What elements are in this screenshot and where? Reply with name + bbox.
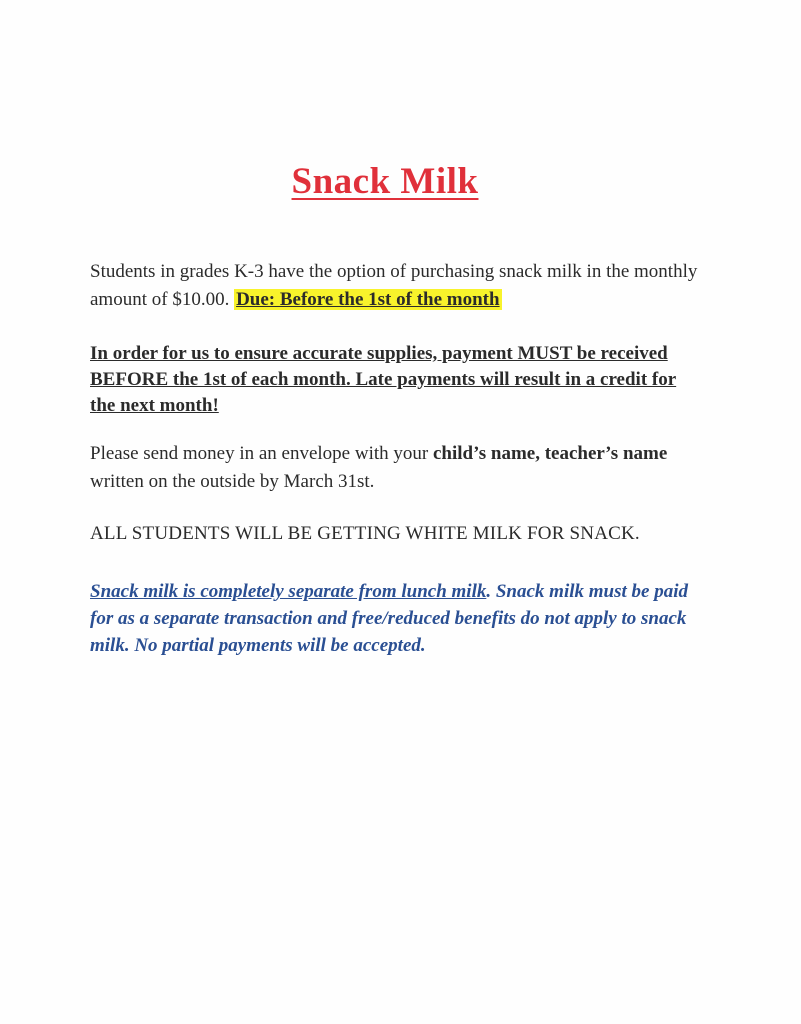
envelope-instructions	[90, 440, 700, 496]
pricing-paragraph	[90, 258, 700, 314]
envelope-instructions-tail: written on the outside by March 31st.	[90, 471, 375, 492]
envelope-instructions-lead: Please send money in an envelope with your	[90, 443, 433, 464]
payment-deadline-notice: In order for us to ensure accurate supplies, payment MUST be received BEFORE the 1st of each month. Late payments will result in a credit for the next month!	[90, 343, 677, 416]
envelope-instructions-bold: child’s name, teacher’s name	[432, 443, 668, 464]
pricing-text: Students in grades K-3 have the option of purchasing snack milk in the monthly amount of $10.00.	[90, 261, 698, 310]
page-title: Snack Milk	[291, 161, 479, 202]
white-milk-notice: ALL STUDENTS WILL BE GETTING WHITE MILK FOR SNACK.	[90, 523, 640, 544]
separate-payment-note	[90, 578, 700, 659]
due-date-highlight: Due: Before the 1st of the month	[236, 289, 500, 310]
separate-payment-underlined: Snack milk is completely separate from lunch milk	[90, 581, 487, 602]
separate-payment-rest: . Snack milk must be paid for as a separate transaction and free/reduced benefits do not apply to snack milk. No partial payments will be accepted.	[90, 581, 688, 656]
